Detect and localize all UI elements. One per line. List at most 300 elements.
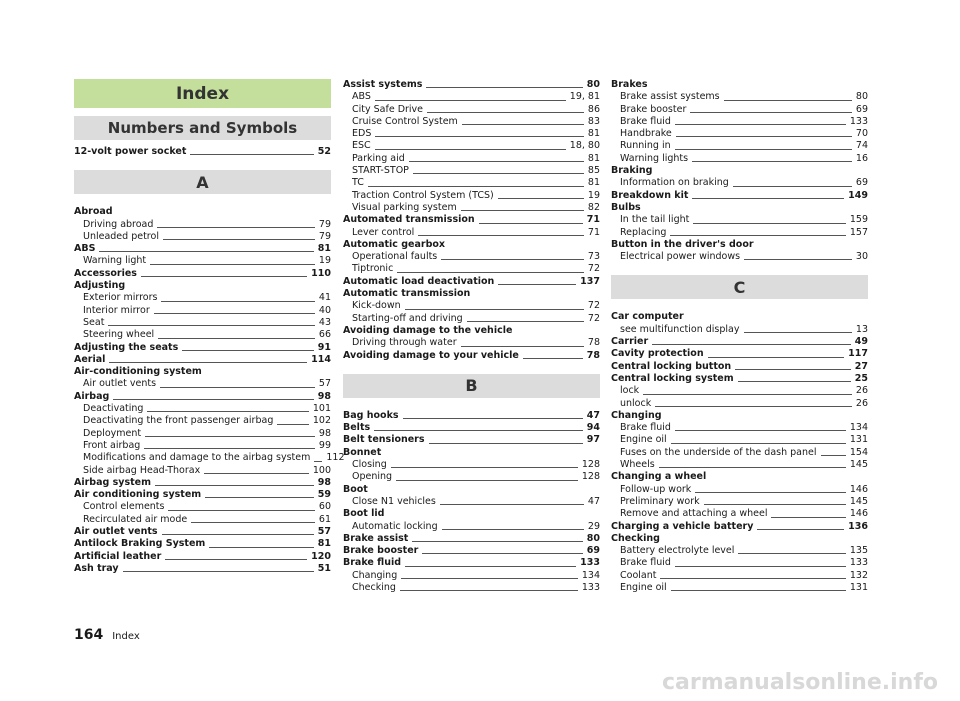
index-subentry[interactable] xyxy=(74,403,331,415)
entry-text: ABS xyxy=(352,91,371,103)
index-subentry[interactable] xyxy=(74,428,331,440)
page-ref: 98 xyxy=(318,427,331,439)
page-ref: 117 xyxy=(848,348,868,360)
index-entry[interactable] xyxy=(343,276,600,288)
index-subentry[interactable] xyxy=(611,582,868,594)
page-ref: 57 xyxy=(318,378,331,390)
index-subentry[interactable] xyxy=(611,422,868,434)
entry-text: Follow-up work xyxy=(620,483,692,495)
entry-text: Automatic locking xyxy=(352,520,438,532)
page-ref: 149 xyxy=(848,189,868,201)
index-subentry[interactable] xyxy=(611,398,868,410)
index-entry[interactable] xyxy=(74,551,331,563)
index-subentry[interactable] xyxy=(74,452,345,464)
page-ref: 69 xyxy=(586,545,600,557)
leader-line xyxy=(744,259,852,260)
page-ref: 61 xyxy=(318,513,331,525)
page-ref: 94 xyxy=(586,422,600,434)
index-subentry[interactable] xyxy=(343,471,600,483)
leader-line xyxy=(182,350,314,351)
section-heading: Numbers and Symbols xyxy=(74,116,331,140)
entry-text: Automatic gearbox xyxy=(343,238,446,250)
index-subentry[interactable] xyxy=(74,305,331,317)
page-ref: 145 xyxy=(849,459,868,471)
entry-text: Deployment xyxy=(83,427,142,439)
index-subentry[interactable] xyxy=(343,570,600,582)
entry-text: Handbrake xyxy=(620,128,672,140)
index-entry[interactable] xyxy=(611,521,868,533)
index-entry[interactable] xyxy=(74,268,331,280)
index-subentry[interactable] xyxy=(611,459,868,471)
leader-line xyxy=(205,497,314,498)
page-ref: 100 xyxy=(312,464,331,476)
index-subentry[interactable] xyxy=(611,545,868,557)
entry-text: Checking xyxy=(611,532,660,544)
index-subentry[interactable] xyxy=(611,91,868,103)
index-entry[interactable] xyxy=(611,410,868,422)
entry-text: Car computer xyxy=(611,311,684,323)
entry-text: Starting-off and driving xyxy=(352,312,463,324)
index-subentry[interactable] xyxy=(611,227,868,239)
index-subentry[interactable] xyxy=(611,251,868,263)
leader-line xyxy=(429,443,583,444)
footer-label: Index xyxy=(112,631,140,642)
index-subentry[interactable] xyxy=(343,251,600,263)
index-subentry[interactable] xyxy=(74,378,331,390)
index-entry[interactable] xyxy=(343,484,600,496)
index-entry[interactable] xyxy=(74,243,331,255)
page-ref: 101 xyxy=(312,403,331,415)
index-subentry[interactable] xyxy=(74,231,331,243)
entry-text: Bulbs xyxy=(611,201,641,213)
index-subentry[interactable] xyxy=(343,300,600,312)
index-entry[interactable] xyxy=(611,361,868,373)
index-subentry[interactable] xyxy=(74,465,331,477)
leader-line xyxy=(396,480,578,481)
leader-line xyxy=(123,571,314,572)
index-subentry[interactable] xyxy=(74,514,331,526)
page-ref: 74 xyxy=(855,140,868,152)
index-entry[interactable] xyxy=(343,288,600,300)
page-ref: 133 xyxy=(849,557,868,569)
page-ref: 72 xyxy=(587,263,600,275)
leader-line xyxy=(144,448,315,449)
leader-line xyxy=(418,235,584,236)
page-ref: 19 xyxy=(587,189,600,201)
page-ref: 78 xyxy=(587,337,600,349)
leader-line xyxy=(375,149,566,150)
entry-text: Abroad xyxy=(74,206,113,218)
index-subentry[interactable] xyxy=(611,214,868,226)
leader-line xyxy=(141,276,307,277)
leader-line xyxy=(440,504,584,505)
page-ref: 114 xyxy=(311,353,331,365)
page-ref: 71 xyxy=(587,226,600,238)
leader-line xyxy=(771,517,845,518)
page-ref: 91 xyxy=(317,341,331,353)
page-ref: 128 xyxy=(581,459,600,471)
entry-text: Changing a wheel xyxy=(611,471,707,483)
index-subentry[interactable] xyxy=(74,415,331,427)
leader-line xyxy=(442,529,584,530)
index-entry[interactable] xyxy=(343,557,600,569)
entry-text: Adjusting the seats xyxy=(74,341,179,353)
index-subentry[interactable] xyxy=(343,582,600,594)
page-ref: 80 xyxy=(586,79,600,90)
leader-line xyxy=(412,541,582,542)
page-ref: 70 xyxy=(855,128,868,140)
index-subentry[interactable] xyxy=(611,447,868,459)
index-entry[interactable] xyxy=(343,79,600,91)
leader-line xyxy=(692,198,844,199)
page-ref: 79 xyxy=(318,218,331,230)
leader-line xyxy=(733,186,852,187)
entry-text: Antilock Braking System xyxy=(74,538,206,550)
entry-text: Air conditioning system xyxy=(74,489,202,501)
index-entry[interactable] xyxy=(611,348,868,360)
index-subentry[interactable] xyxy=(343,153,600,165)
index-subentry[interactable] xyxy=(343,140,600,152)
index-entry[interactable] xyxy=(74,489,331,501)
entry-text: Engine oil xyxy=(620,434,667,446)
leader-line xyxy=(467,321,584,322)
page-ref: 133 xyxy=(581,581,600,593)
index-entry[interactable] xyxy=(343,447,600,459)
index-subentry[interactable] xyxy=(343,496,600,508)
index-entry[interactable] xyxy=(611,336,868,348)
entry-text: Close N1 vehicles xyxy=(352,495,436,507)
page-ref: 157 xyxy=(849,226,868,238)
entry-text: Adjusting xyxy=(74,280,126,292)
leader-line xyxy=(409,161,584,162)
index-subentry[interactable] xyxy=(74,329,331,341)
entry-text: Side airbag Head-Thorax xyxy=(83,464,201,476)
entry-text: Lever control xyxy=(352,226,415,238)
page-ref: 98 xyxy=(317,476,331,488)
entry-text: Opening xyxy=(352,471,393,483)
index-subentry[interactable] xyxy=(611,385,868,397)
index-entry[interactable] xyxy=(611,311,868,323)
index-entry[interactable] xyxy=(611,239,868,251)
page-ref: 69 xyxy=(855,177,868,189)
index-subentry[interactable] xyxy=(343,128,600,140)
page-ref: 81 xyxy=(587,177,600,189)
entry-text: Engine oil xyxy=(620,581,667,593)
leader-line xyxy=(403,418,583,419)
entry-text: Parking aid xyxy=(352,152,405,164)
index-entry[interactable] xyxy=(343,410,600,422)
index-entry[interactable] xyxy=(343,545,600,557)
index-subentry[interactable] xyxy=(611,128,868,140)
entry-text: Avoiding damage to the vehicle xyxy=(343,324,513,336)
index-subentry[interactable] xyxy=(611,508,868,520)
index-subentry[interactable] xyxy=(343,337,600,349)
index-entry[interactable] xyxy=(74,354,331,366)
index-entry[interactable] xyxy=(343,508,600,520)
page-ref: 131 xyxy=(849,434,868,446)
leader-line xyxy=(405,309,584,310)
index-entry[interactable] xyxy=(74,477,331,489)
page-ref: 99 xyxy=(318,439,331,451)
leader-line xyxy=(676,136,852,137)
index-subentry[interactable] xyxy=(343,165,600,177)
leader-line xyxy=(660,578,845,579)
leader-line xyxy=(441,259,584,260)
page-ref: 135 xyxy=(849,545,868,557)
page-ref: 81 xyxy=(587,128,600,140)
index-subentry[interactable] xyxy=(343,104,600,116)
page-ref: 19 xyxy=(318,255,331,267)
entry-text: Driving through water xyxy=(352,337,457,349)
entry-text: Button in the driver's door xyxy=(611,238,754,250)
entry-text: Brake booster xyxy=(343,545,419,557)
leader-line xyxy=(400,590,578,591)
entry-text: Control elements xyxy=(83,501,165,513)
index-subentry[interactable] xyxy=(74,219,331,231)
page-ref: 79 xyxy=(318,230,331,242)
index-subentry[interactable] xyxy=(343,313,600,325)
index-entry[interactable] xyxy=(343,434,600,446)
entry-text: Checking xyxy=(352,581,396,593)
index-subentry[interactable] xyxy=(343,177,600,189)
index-subentry[interactable] xyxy=(343,190,600,202)
index-entry[interactable] xyxy=(611,373,868,385)
entry-text: Preliminary work xyxy=(620,495,700,507)
entry-text: Central locking system xyxy=(611,372,734,384)
page-ref: 57 xyxy=(317,526,331,538)
index-subentry[interactable] xyxy=(611,177,868,189)
index-entry[interactable] xyxy=(343,350,600,362)
index-subentry[interactable] xyxy=(611,104,868,116)
page-ref: 146 xyxy=(849,508,868,520)
entry-text: Central locking button xyxy=(611,360,732,372)
entry-text: Accessories xyxy=(74,267,137,279)
page-ref: 80 xyxy=(586,532,600,544)
leader-line xyxy=(209,547,313,548)
leader-line xyxy=(461,210,584,211)
leader-line xyxy=(405,566,576,567)
index-entry[interactable] xyxy=(74,538,331,550)
entry-text: Exterior mirrors xyxy=(83,292,158,304)
letter-heading: C xyxy=(611,275,868,299)
page-ref: 78 xyxy=(586,349,600,361)
entry-text: Seat xyxy=(83,316,105,328)
entry-text: Remove and attaching a wheel xyxy=(620,508,768,520)
page-number: 164 xyxy=(74,627,104,643)
watermark: carmanualsonline.info xyxy=(662,670,938,695)
letter-heading: A xyxy=(74,170,331,194)
page-ref: 73 xyxy=(587,251,600,263)
leader-line xyxy=(675,149,852,150)
leader-line xyxy=(401,578,578,579)
leader-line xyxy=(724,100,852,101)
entry-text: Recirculated air mode xyxy=(83,513,188,525)
page-ref: 85 xyxy=(587,165,600,177)
page-ref: 49 xyxy=(854,336,868,348)
index-entry[interactable] xyxy=(343,239,600,251)
page-ref: 133 xyxy=(849,115,868,127)
entry-text: Interior mirror xyxy=(83,304,150,316)
leader-line xyxy=(704,504,846,505)
entry-text: Cavity protection xyxy=(611,348,704,360)
leader-line xyxy=(204,473,309,474)
index-entry[interactable] xyxy=(74,342,331,354)
entry-text: In the tail light xyxy=(620,214,690,226)
entry-text: Aerial xyxy=(74,353,106,365)
entry-text: Warning lights xyxy=(620,152,689,164)
leader-line xyxy=(659,467,846,468)
entry-text: Wheels xyxy=(620,459,655,471)
leader-line xyxy=(375,136,584,137)
leader-line xyxy=(160,387,315,388)
leader-line xyxy=(368,186,584,187)
letter-heading: B xyxy=(343,374,600,398)
page-ref: 98 xyxy=(317,390,331,402)
index-subentry[interactable] xyxy=(343,116,600,128)
page-ref: 145 xyxy=(849,495,868,507)
page-ref: 52 xyxy=(317,146,331,157)
page-ref: 47 xyxy=(587,495,600,507)
entry-text: EDS xyxy=(352,128,372,140)
entry-text: Steering wheel xyxy=(83,329,155,341)
leader-line xyxy=(671,590,846,591)
leader-line xyxy=(374,430,583,431)
page-ref: 81 xyxy=(587,152,600,164)
index-entry[interactable] xyxy=(74,526,331,538)
index-entry[interactable] xyxy=(611,471,868,483)
leader-line xyxy=(157,227,315,228)
index-subentry[interactable] xyxy=(74,501,331,513)
page-ref: 134 xyxy=(581,569,600,581)
index-subentry[interactable] xyxy=(343,459,600,471)
page-ref: 159 xyxy=(849,214,868,226)
leader-line xyxy=(744,332,852,333)
entry-text: Changing xyxy=(352,569,398,581)
index-subentry[interactable] xyxy=(74,255,331,267)
index-subentry[interactable] xyxy=(343,202,600,214)
index-subentry[interactable] xyxy=(611,116,868,128)
entry-text: Kick-down xyxy=(352,300,401,312)
index-subentry[interactable] xyxy=(74,317,331,329)
index-subentry[interactable] xyxy=(611,153,868,165)
index-subentry[interactable] xyxy=(611,434,868,446)
index-subentry[interactable] xyxy=(611,496,868,508)
entry-text: Running in xyxy=(620,140,671,152)
leader-line xyxy=(147,411,308,412)
entry-text: START-STOP xyxy=(352,165,409,177)
leader-line xyxy=(498,284,576,285)
entry-text: Brake assist systems xyxy=(620,91,720,103)
leader-line xyxy=(693,223,846,224)
leader-line xyxy=(158,338,315,339)
entry-text: see multifunction display xyxy=(620,323,740,335)
entry-text: Artificial leather xyxy=(74,550,162,562)
index-entry[interactable] xyxy=(343,325,600,337)
leader-line xyxy=(738,381,851,382)
index-entry[interactable] xyxy=(74,206,331,218)
page-ref: 133 xyxy=(580,557,600,569)
page-ref: 72 xyxy=(587,312,600,324)
page-ref: 66 xyxy=(318,329,331,341)
page-ref: 29 xyxy=(587,520,600,532)
index-subentry[interactable] xyxy=(343,227,600,239)
index-entry[interactable] xyxy=(74,146,331,158)
entry-text: Avoiding damage to your vehicle xyxy=(343,349,519,361)
leader-line xyxy=(427,112,584,113)
index-subentry[interactable] xyxy=(611,324,868,336)
leader-line xyxy=(735,369,851,370)
page-ref: 120 xyxy=(311,550,331,562)
index-entry[interactable] xyxy=(74,563,331,575)
page-ref: 134 xyxy=(849,422,868,434)
index-column-2 xyxy=(343,79,600,594)
entry-text: Brake fluid xyxy=(620,115,671,127)
entry-text: City Safe Drive xyxy=(352,103,424,115)
page-ref: 154 xyxy=(849,446,868,458)
page-ref: 81 xyxy=(317,538,331,550)
leader-line xyxy=(652,344,851,345)
entry-text: Braking xyxy=(611,165,653,177)
index-subentry[interactable] xyxy=(343,521,600,533)
index-entry[interactable] xyxy=(343,214,600,226)
page-ref: 72 xyxy=(587,300,600,312)
index-entry[interactable] xyxy=(611,190,868,202)
index-subentry[interactable] xyxy=(343,263,600,275)
index-entry[interactable] xyxy=(343,422,600,434)
page-ref: 51 xyxy=(317,562,331,574)
index-subentry[interactable] xyxy=(611,484,868,496)
leader-line xyxy=(675,124,846,125)
index-entry[interactable] xyxy=(74,366,331,378)
index-entry[interactable] xyxy=(74,280,331,292)
entry-text: Replacing xyxy=(620,226,667,238)
page-ref: 112 xyxy=(326,452,345,464)
page-ref: 60 xyxy=(318,501,331,513)
entry-text: Deactivating xyxy=(83,403,144,415)
index-subentry[interactable] xyxy=(74,440,331,452)
page-ref: 16 xyxy=(855,152,868,164)
index-subentry[interactable] xyxy=(611,557,868,569)
index-entry[interactable] xyxy=(611,202,868,214)
entry-text: Front airbag xyxy=(83,439,141,451)
page-ref: 26 xyxy=(855,397,868,409)
index-subentry[interactable] xyxy=(611,140,868,152)
leader-line xyxy=(695,492,846,493)
index-entry[interactable] xyxy=(611,533,868,545)
leader-line xyxy=(426,87,582,88)
entry-text: Modifications and damage to the airbag system xyxy=(83,452,311,464)
index-entry[interactable] xyxy=(611,79,868,91)
leader-line xyxy=(168,510,314,511)
leader-line xyxy=(692,161,852,162)
index-entry[interactable] xyxy=(343,533,600,545)
index-subentry[interactable] xyxy=(611,570,868,582)
leader-line xyxy=(109,362,307,363)
leader-line xyxy=(397,272,584,273)
entry-text: Assist systems xyxy=(343,79,423,90)
leader-line xyxy=(145,436,315,437)
page-ref: 18, 80 xyxy=(569,140,600,152)
leader-line xyxy=(161,301,314,302)
leader-line xyxy=(154,313,315,314)
leader-line xyxy=(690,112,852,113)
index-subentry[interactable] xyxy=(343,91,600,103)
entry-text: unlock xyxy=(620,397,652,409)
page-ref: 97 xyxy=(586,434,600,446)
index-subentry[interactable] xyxy=(74,292,331,304)
index-entry[interactable] xyxy=(611,165,868,177)
index-entry[interactable] xyxy=(74,391,331,403)
